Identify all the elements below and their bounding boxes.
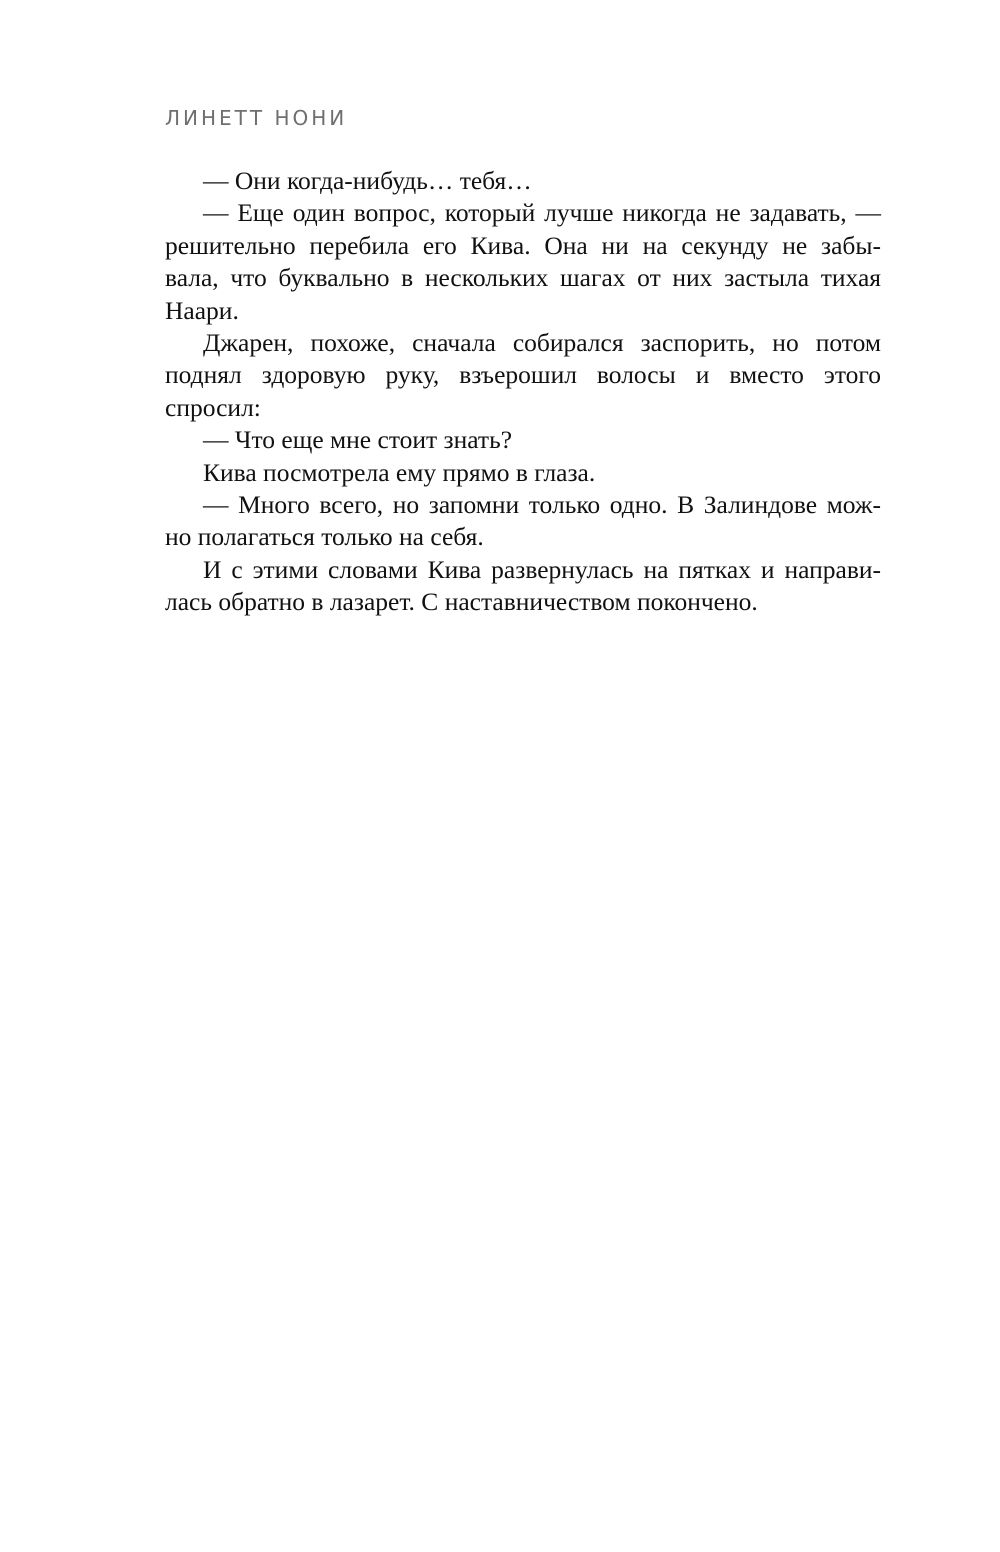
running-head-author: ЛИНЕТТ НОНИ (165, 106, 348, 130)
text-line: И с этими словами Кива развернулась на пятках и направи- (203, 554, 881, 584)
text-line: лась обратно в лазарет. С наставничеством покончено. (165, 587, 758, 617)
text-line: Кива посмотрела ему прямо в глаза. (203, 457, 596, 487)
text-line: Джарен, похоже, сначала собирался заспорить, но потом (203, 327, 881, 357)
text-line: — Еще один вопрос, который лучше никогда не задавать, — (203, 198, 881, 228)
page-body (165, 165, 881, 618)
text-line: — Что еще мне стоит знать? (203, 425, 513, 455)
text-line: спросил: (165, 392, 261, 422)
text-line: решительно перебила его Кива. Она ни на секунду не забы- (165, 230, 881, 260)
text-line: — Они когда-нибудь… тебя… (203, 166, 532, 195)
text-line: Наари. (165, 295, 239, 325)
text-line: — Много всего, но запомни только одно. В Залиндове мож- (203, 489, 881, 519)
text-line: вала, что буквально в нескольких шагах от них застыла тихая (165, 263, 881, 293)
text-line: поднял здоровую руку, взъерошил волосы и вместо этого (165, 360, 881, 390)
text-line: но полагаться только на себя. (165, 522, 484, 552)
